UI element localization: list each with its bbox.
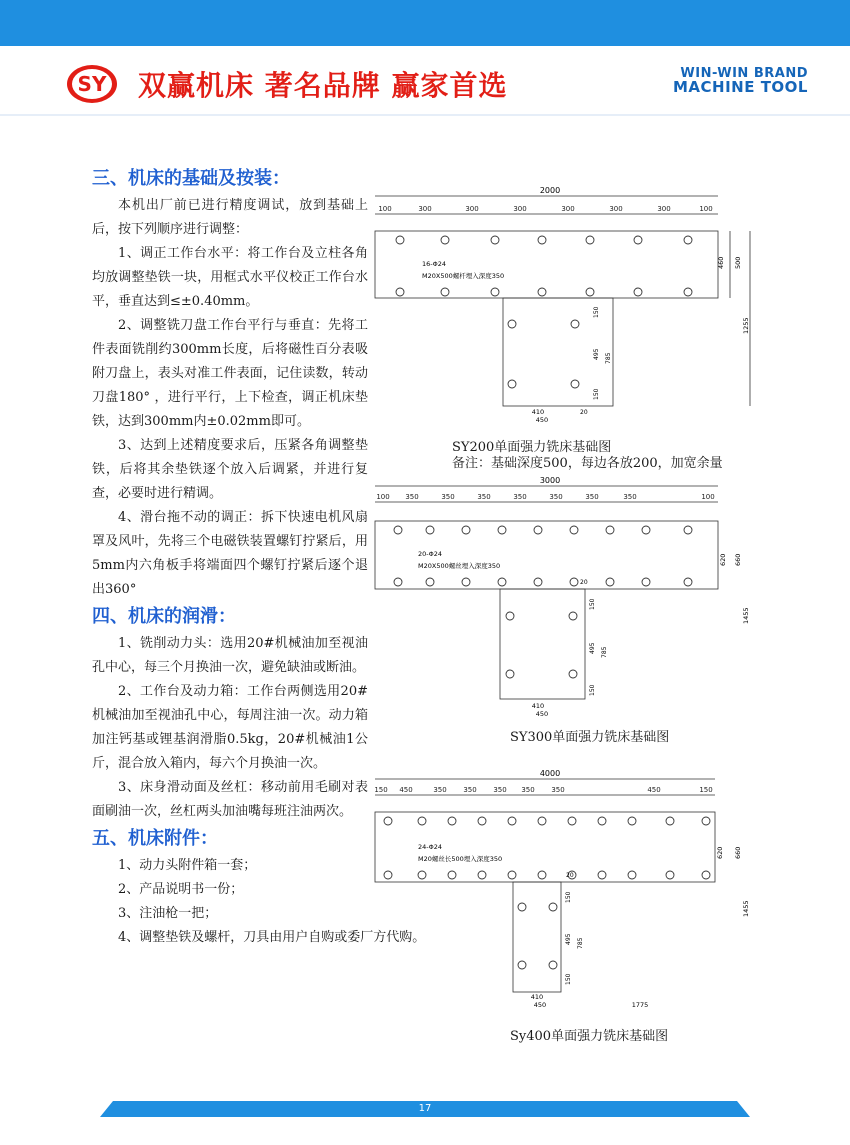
fig1-seg-7: 300 [657,205,671,213]
fig2-dim-right-2: 660 [734,553,742,566]
figure-sy400-foundation [370,767,750,1012]
section-5-item-4: 4、调整垫铁及螺杆，刀具由用户自购或委厂方代购。 [118,930,426,945]
fig2-seg-7: 350 [585,493,599,501]
brand-line-2: MACHINE TOOL [673,78,808,96]
fig3-seg-2: 450 [399,786,413,794]
fig1-seg-8: 100 [699,205,713,213]
fig3-seg-7: 350 [551,786,565,794]
fig1-seg-6: 300 [609,205,623,213]
fig3-seg-5: 350 [493,786,507,794]
fig3-dim-lower-3: 785 [577,937,584,949]
fig2-dim-right-1: 620 [719,553,727,566]
section-4-item-1: 1、铣削动力头：选用20#机械油加至视油孔中心，每三个月换油一次，避免缺油或断油。 [92,636,368,675]
fig3-seg-4: 350 [463,786,477,794]
fig2-seg-8: 350 [623,493,637,501]
fig1-total-dim: 2000 [539,186,561,195]
fig3-total-dim: 4000 [539,769,561,778]
fig1-dim-lower-4: 150 [593,388,600,400]
section-5-title: 五、机床附件： [92,828,218,849]
fig1-seg-4: 300 [513,205,527,213]
section-4-item-2: 2、工作台及动力箱：工作台两侧选用20#机械油加至视油孔中心，每周注油一次。动力箱加注钙基或锂基润滑脂0.5kg，20#机械油1公斤，混合放入箱内，每六个月换油一次。 [92,684,368,771]
fig3-bolt-label-1: 24-Φ24 [418,843,443,851]
fig3-dim-right-2: 660 [734,846,742,859]
figure-sy200-foundation [370,184,750,424]
fig1-dim-bottom-1: 410 [531,408,545,416]
fig2-seg-2: 350 [405,493,419,501]
fig3-bolt-label-2: M20螺丝长500埋入深度350 [418,855,503,863]
fig1-bolt-label-2: M20X500螺杆埋入深度350 [422,272,505,280]
fig3-seg-6: 350 [521,786,535,794]
fig2-seg-1: 100 [376,493,390,501]
page-number: 17 [418,1103,432,1114]
figure-sy300-foundation [370,474,750,719]
fig3-dim-right-large: 1455 [742,900,750,917]
fig1-seg-1: 100 [378,205,392,213]
fig2-bolt-label-1: 20-Φ24 [418,550,443,558]
brand-line-1: WIN-WIN BRAND [680,66,808,81]
fig2-total-dim: 3000 [539,476,561,485]
fig1-dim-lower-2: 495 [593,348,600,360]
fig3-dim-extra: 1775 [631,1001,649,1009]
section-3-intro: 本机出厂前已进行精度调试，放到基础上后，按下列顺序进行调整： [92,198,368,237]
fig1-bolt-label-1: 16-Φ24 [422,260,447,268]
fig2-seg-3: 350 [441,493,455,501]
section-4-title: 四、机床的润滑： [92,606,236,627]
fig1-dim-lower-3: 785 [605,352,612,364]
fig3-seg-3: 350 [433,786,447,794]
section-4-item-3: 3、床身滑动面及丝杠：移动前用毛刷对表面刷油一次，丝杠两头加油嘴每班注油两次。 [92,780,368,819]
fig1-seg-5: 300 [561,205,575,213]
fig2-dim-lower-1: 150 [589,598,596,610]
section-5-item-3: 3、注油枪一把； [118,906,218,921]
section-5-item-2: 2、产品说明书一份； [118,882,244,897]
fig3-seg-1: 150 [374,786,388,794]
fig2-seg-6: 350 [549,493,563,501]
fig3-dim-right-1: 620 [716,846,724,859]
fig1-dim-right-2: 500 [734,256,742,269]
logo-text: SY [77,72,107,96]
header-divider [0,114,850,116]
fig3-dim-lower-1: 150 [565,891,572,903]
fig1-dim-bottom-2: 450 [535,416,549,424]
fig3-seg-8: 450 [647,786,661,794]
fig2-dim-right-large: 1455 [742,607,750,624]
top-color-bar [0,0,850,46]
section-3-item-1: 1、调正工作台水平：将工作台及立柱各角均放调整垫铁一块，用框式水平仪校正工作台水平，垂直达到≤±0.40mm。 [92,246,368,309]
fig2-seg-5: 350 [513,493,527,501]
fig3-dim-bottom-2: 450 [533,1001,547,1009]
fig3-dim-lower-4: 150 [565,973,572,985]
header-slogan: 双赢机床 著名品牌 赢家首选 [138,69,508,102]
fig2-dim-bottom-2: 450 [535,710,549,718]
fig2-dim-lower-2: 495 [589,642,596,654]
fig1-caption: SY200单面强力铣床基础图 [452,440,612,455]
fig1-seg-2: 300 [418,205,432,213]
section-3-item-4: 4、滑台拖不动的调正：拆下快速电机风扇罩及风叶，先将三个电磁铁装置螺钉拧紧后，用5mm内六角板手将端面四个螺钉拧紧后逐个退出360° [92,510,368,597]
fig2-dim-lower-3: 785 [601,646,608,658]
fig3-dim-bottom-1: 410 [530,993,544,1001]
fig2-dim-side: 20 [580,579,588,586]
fig1-seg-3: 300 [465,205,479,213]
fig3-dim-lower-2: 495 [565,933,572,945]
section-5-item-1: 1、动力头附件箱一套； [118,858,257,873]
sy-logo [66,64,118,104]
fig2-dim-lower-4: 150 [589,684,596,696]
fig3-dim-side: 20 [566,872,574,879]
fig2-caption: SY300单面强力铣床基础图 [510,730,670,745]
section-3-title: 三、机床的基础及按装： [92,168,290,189]
fig1-dim-right-large: 1255 [742,317,750,334]
fig2-seg-4: 350 [477,493,491,501]
section-3-item-2: 2、调整铣刀盘工作台平行与垂直：先将工件表面铣削约300mm长度，后将磁性百分表吸附刀盘上，表头对准工件表面，记住读数，转动刀盘180° ，进行平行，上下检查，调正机床垫铁，达到300mm内±0.02mm即可。 [92,318,368,429]
fig2-bolt-label-2: M20X500螺丝埋入深度350 [418,562,501,570]
fig1-dim-right-1: 460 [717,256,725,269]
section-3-item-3: 3、达到上述精度要求后，压紧各角调整垫铁，后将其余垫铁逐个放入后调紧，并进行复查，必要时进行精调。 [92,438,368,501]
fig2-dim-bottom-1: 410 [531,702,545,710]
fig3-seg-9: 150 [699,786,713,794]
fig2-seg-9: 100 [701,493,715,501]
fig1-dim-side: 20 [580,409,588,416]
fig3-caption: Sy400单面强力铣床基础图 [510,1029,669,1044]
fig1-note: 备注：基础深度500，每边各放200，加宽余量 [452,456,723,471]
fig1-dim-lower-1: 150 [593,306,600,318]
